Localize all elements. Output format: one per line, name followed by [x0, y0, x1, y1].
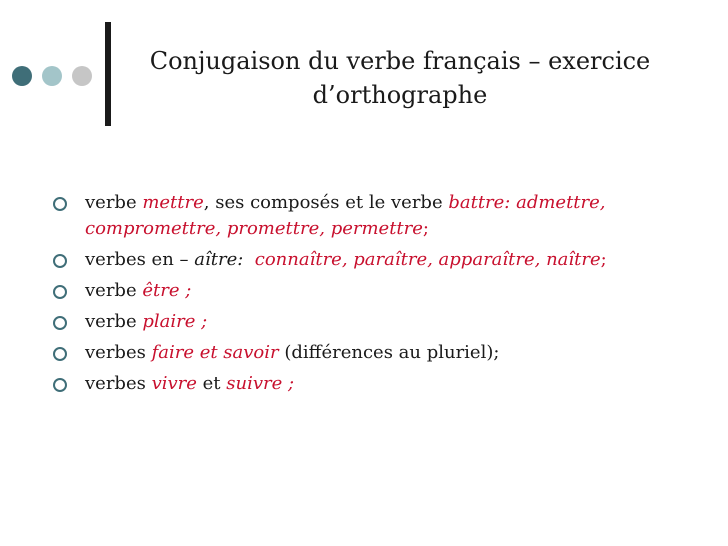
bullet-text-part: verbe	[85, 280, 143, 301]
bullet-item	[50, 247, 690, 273]
bullet-ring-icon	[53, 347, 67, 361]
bullet-text-part: verbe	[85, 192, 143, 213]
bullet-text-part-highlight: faire et savoir	[151, 342, 279, 363]
bullet-text-part: verbe	[85, 311, 143, 332]
bullet-text-part-highlight: connaître, paraître, apparaître, naître	[254, 249, 601, 270]
dot-light-icon	[72, 66, 92, 86]
slide-title-line-1: Conjugaison du verbe français – exercice	[149, 47, 651, 75]
bullet-text-part-highlight: être ;	[142, 280, 192, 301]
bullet-ring-icon	[53, 378, 67, 392]
title-divider-bar	[105, 22, 111, 126]
bullet-text-part: verbes	[85, 342, 152, 363]
bullet-item	[50, 190, 690, 242]
bullet-ring-icon	[53, 316, 67, 330]
bullet-text-part: verbes	[85, 373, 152, 394]
bullet-ring-icon	[53, 197, 67, 211]
bullet-ring-icon	[53, 254, 67, 268]
dot-dark-icon	[12, 66, 32, 86]
bullet-text-part-highlight: battre: admettre, compromettre, promettre, permettre	[85, 192, 606, 239]
bullet-item	[50, 340, 690, 366]
decorative-dots	[12, 65, 102, 87]
bullet-item	[50, 278, 690, 304]
bullet-ring-icon	[53, 285, 67, 299]
bullet-item	[50, 309, 690, 335]
bullet-text-part-highlight: suivre ;	[226, 373, 295, 394]
bullet-text-part: verbes en –	[85, 249, 195, 270]
slide-title	[130, 44, 670, 112]
bullet-text-part: et	[196, 373, 227, 394]
bullet-text-part-highlight: vivre	[151, 373, 197, 394]
bullet-list	[50, 190, 690, 402]
slide-title-line-2: d’orthographe	[312, 81, 488, 109]
bullet-text-part: ;	[422, 218, 429, 239]
bullet-text-part: , ses composés et le verbe	[203, 192, 449, 213]
bullet-item	[50, 371, 690, 397]
bullet-text-part-highlight: plaire ;	[142, 311, 208, 332]
dot-mid-icon	[42, 66, 62, 86]
bullet-text-part: (différences au pluriel);	[278, 342, 500, 363]
bullet-text-part-italic: aître:	[194, 249, 255, 270]
bullet-text-part-highlight: mettre	[142, 192, 204, 213]
bullet-text-part: ;	[600, 249, 607, 270]
